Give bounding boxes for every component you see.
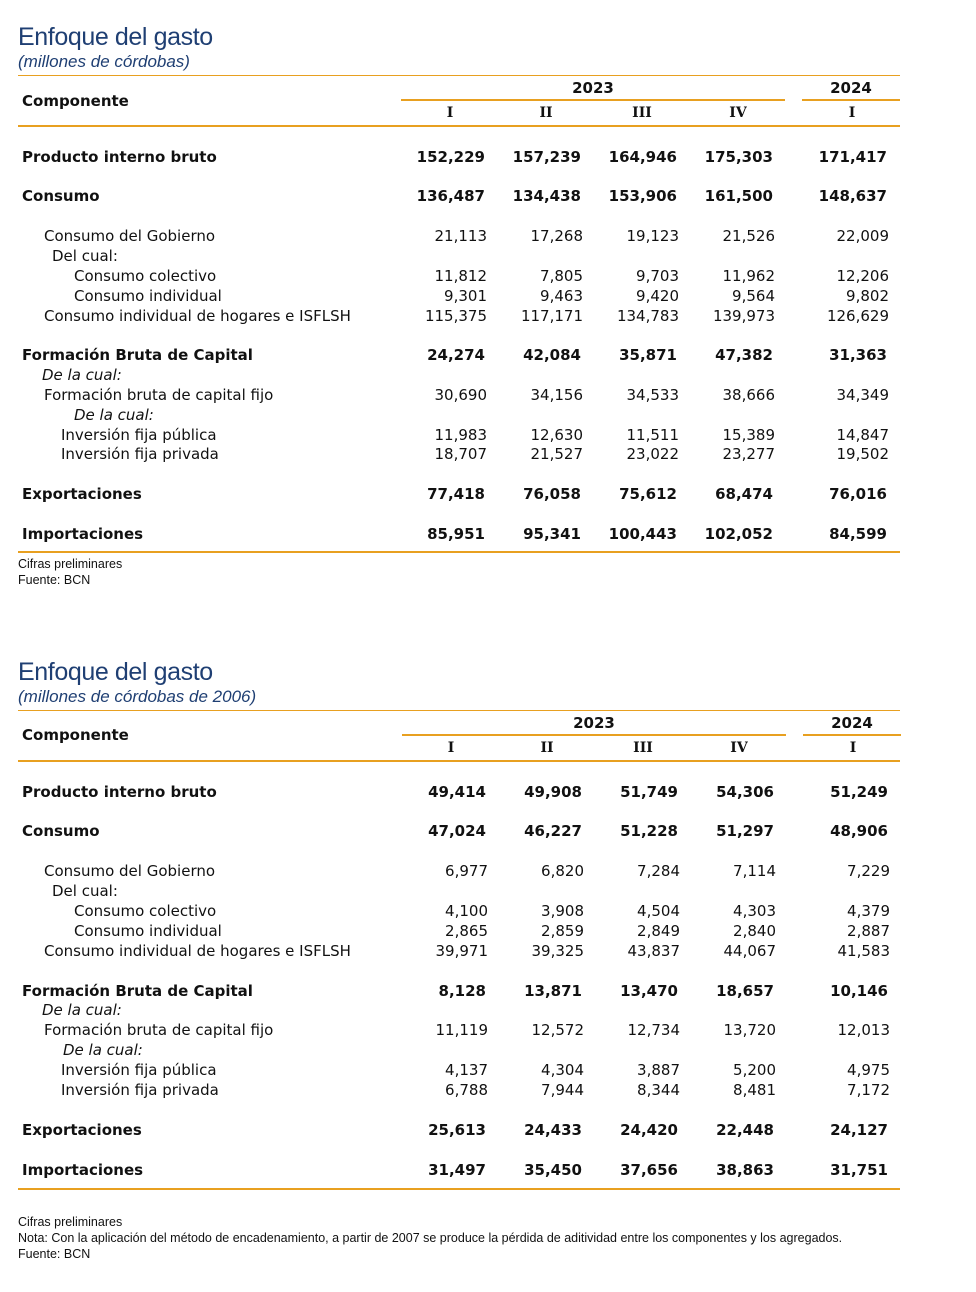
cell-value: 4,304 <box>541 1061 584 1079</box>
table-bottom-rule <box>18 1188 900 1190</box>
cell-value: 85,951 <box>427 525 485 543</box>
table-row <box>18 1120 900 1140</box>
cell-value: 12,013 <box>837 1021 890 1039</box>
cell-value: 4,975 <box>847 1061 890 1079</box>
cell-value: 47,024 <box>428 822 486 840</box>
cell-value: 13,470 <box>620 982 678 1000</box>
table-row <box>18 1000 900 1020</box>
year-header-2023: 2023 <box>573 714 615 732</box>
row-label: Consumo individual de hogares e ISFLSH <box>44 942 351 960</box>
year-header-2024: 2024 <box>830 79 872 97</box>
cell-value: 2,887 <box>847 922 890 940</box>
cell-value: 77,418 <box>427 485 485 503</box>
row-label: Consumo <box>22 822 100 840</box>
table-row <box>18 1080 900 1100</box>
cell-value: 134,783 <box>616 307 679 325</box>
column-header-component: Componente <box>22 726 129 744</box>
cell-value: 4,303 <box>733 902 776 920</box>
cell-value: 39,325 <box>531 942 584 960</box>
cell-value: 75,612 <box>619 485 677 503</box>
cell-value: 19,123 <box>626 227 679 245</box>
cell-value: 19,502 <box>836 445 889 463</box>
table-row <box>18 861 900 881</box>
cell-value: 51,749 <box>620 783 678 801</box>
table-subtitle: (millones de córdobas de 2006) <box>18 687 257 706</box>
table-row <box>18 901 900 921</box>
row-label: De la cual: <box>42 366 122 384</box>
cell-value: 148,637 <box>818 187 887 205</box>
cell-value: 7,944 <box>541 1081 584 1099</box>
cell-value: 7,805 <box>540 267 583 285</box>
cell-value: 31,363 <box>829 346 887 364</box>
table-subtitle: (millones de córdobas) <box>18 52 190 71</box>
cell-value: 34,349 <box>836 386 889 404</box>
cell-value: 21,526 <box>722 227 775 245</box>
cell-value: 31,751 <box>830 1161 888 1179</box>
cell-value: 76,058 <box>523 485 581 503</box>
cell-value: 84,599 <box>829 525 887 543</box>
table-section-nominal <box>18 22 900 72</box>
cell-value: 5,200 <box>733 1061 776 1079</box>
note-preliminary: Cifras preliminares <box>18 1215 123 1229</box>
row-label: De la cual: <box>63 1041 143 1059</box>
row-label: Consumo individual <box>74 287 222 305</box>
cell-value: 134,438 <box>512 187 581 205</box>
row-label: Importaciones <box>22 525 144 543</box>
cell-value: 34,156 <box>530 386 583 404</box>
table-notes <box>18 556 900 588</box>
table-row <box>18 266 900 286</box>
cell-value: 6,820 <box>541 862 584 880</box>
cell-value: 8,481 <box>733 1081 776 1099</box>
cell-value: 38,863 <box>716 1161 774 1179</box>
cell-value: 17,268 <box>530 227 583 245</box>
cell-value: 12,206 <box>836 267 889 285</box>
cell-value: 24,420 <box>620 1121 678 1139</box>
cell-value: 2,840 <box>733 922 776 940</box>
cell-value: 51,228 <box>620 822 678 840</box>
cell-value: 51,297 <box>716 822 774 840</box>
cell-value: 39,971 <box>435 942 488 960</box>
cell-value: 18,657 <box>716 982 774 1000</box>
cell-value: 136,487 <box>416 187 485 205</box>
cell-value: 11,119 <box>435 1021 488 1039</box>
cell-value: 12,572 <box>531 1021 584 1039</box>
table-row <box>18 1020 900 1040</box>
year-header-2023: 2023 <box>572 79 614 97</box>
cell-value: 46,227 <box>524 822 582 840</box>
table-row <box>18 881 900 901</box>
cell-value: 157,239 <box>512 148 581 166</box>
cell-value: 12,734 <box>627 1021 680 1039</box>
row-label: Consumo del Gobierno <box>44 862 216 880</box>
cell-value: 3,908 <box>541 902 584 920</box>
cell-value: 102,052 <box>704 525 773 543</box>
cell-value: 44,067 <box>723 942 776 960</box>
cell-value: 23,277 <box>722 445 775 463</box>
table-row <box>18 286 900 306</box>
cell-value: 41,583 <box>837 942 890 960</box>
cell-value: 24,433 <box>524 1121 582 1139</box>
year-2024-rule <box>803 734 901 736</box>
header-rule <box>18 760 900 762</box>
row-label: Consumo colectivo <box>74 267 217 285</box>
table-real <box>18 709 900 1209</box>
row-label: Exportaciones <box>22 1121 142 1139</box>
table-row <box>18 405 900 425</box>
quarter-header: I <box>849 740 857 756</box>
table-row <box>18 444 900 464</box>
quarter-header: I <box>848 105 856 121</box>
row-label: Formación bruta de capital fijo <box>44 386 274 404</box>
quarter-header: IV <box>730 740 748 756</box>
cell-value: 11,983 <box>434 426 487 444</box>
note-source: Fuente: BCN <box>18 1247 91 1261</box>
row-label: Inversión fija privada <box>61 1081 219 1099</box>
row-label: Del cual: <box>52 247 118 265</box>
quarter-header: III <box>633 740 653 756</box>
note-source: Fuente: BCN <box>18 573 91 587</box>
row-label: Importaciones <box>22 1161 144 1179</box>
row-label: Consumo del Gobierno <box>44 227 216 245</box>
quarter-header: II <box>540 740 554 756</box>
cell-value: 9,301 <box>444 287 487 305</box>
cell-value: 7,284 <box>637 862 680 880</box>
cell-value: 9,703 <box>636 267 679 285</box>
table-row <box>18 186 900 206</box>
cell-value: 9,463 <box>540 287 583 305</box>
cell-value: 153,906 <box>608 187 677 205</box>
cell-value: 43,837 <box>627 942 680 960</box>
cell-value: 115,375 <box>424 307 487 325</box>
row-label: Consumo colectivo <box>74 902 217 920</box>
year-2024-rule <box>802 99 900 101</box>
cell-value: 8,344 <box>637 1081 680 1099</box>
cell-value: 11,962 <box>722 267 775 285</box>
row-label: Consumo <box>22 187 100 205</box>
quarter-header: II <box>539 105 553 121</box>
table-row <box>18 147 900 167</box>
cell-value: 22,009 <box>836 227 889 245</box>
cell-value: 10,146 <box>830 982 888 1000</box>
table-row <box>18 524 900 544</box>
row-label: De la cual: <box>74 406 154 424</box>
table-row <box>18 782 900 802</box>
cell-value: 161,500 <box>704 187 773 205</box>
row-label: Formación Bruta de Capital <box>22 346 253 364</box>
note-chaining: Nota: Con la aplicación del método de encadenamiento, a partir de 2007 se produce la pérdida de aditividad entre los componentes y los agregados. <box>18 1231 843 1245</box>
table-row <box>18 981 900 1001</box>
cell-value: 42,084 <box>523 346 581 364</box>
cell-value: 4,504 <box>637 902 680 920</box>
quarter-header: III <box>632 105 652 121</box>
cell-value: 8,128 <box>438 982 486 1000</box>
cell-value: 3,887 <box>637 1061 680 1079</box>
cell-value: 95,341 <box>523 525 581 543</box>
cell-value: 9,564 <box>732 287 775 305</box>
cell-value: 30,690 <box>434 386 487 404</box>
quarter-header: I <box>446 105 454 121</box>
cell-value: 126,629 <box>826 307 889 325</box>
cell-value: 51,249 <box>830 783 888 801</box>
row-label: Producto interno bruto <box>22 148 217 166</box>
cell-value: 2,859 <box>541 922 584 940</box>
cell-value: 9,420 <box>636 287 679 305</box>
table-row <box>18 385 900 405</box>
table-row <box>18 306 900 326</box>
cell-value: 7,172 <box>847 1081 890 1099</box>
table-row <box>18 425 900 445</box>
table-row <box>18 921 900 941</box>
cell-value: 7,114 <box>733 862 776 880</box>
cell-value: 47,382 <box>715 346 773 364</box>
cell-value: 21,113 <box>434 227 487 245</box>
cell-value: 49,908 <box>524 783 582 801</box>
cell-value: 22,448 <box>716 1121 774 1139</box>
table-row <box>18 941 900 961</box>
table-row <box>18 1160 900 1180</box>
cell-value: 4,137 <box>445 1061 488 1079</box>
cell-value: 139,973 <box>712 307 775 325</box>
year-header-2024: 2024 <box>831 714 873 732</box>
cell-value: 48,906 <box>830 822 888 840</box>
cell-value: 12,630 <box>530 426 583 444</box>
table-notes <box>18 1214 958 1262</box>
year-2023-rule <box>402 734 786 736</box>
cell-value: 7,229 <box>847 862 890 880</box>
note-preliminary: Cifras preliminares <box>18 557 123 571</box>
row-label: Formación bruta de capital fijo <box>44 1021 274 1039</box>
row-label: Consumo individual de hogares e ISFLSH <box>44 307 351 325</box>
cell-value: 23,022 <box>626 445 679 463</box>
cell-value: 2,849 <box>637 922 680 940</box>
cell-value: 24,127 <box>830 1121 888 1139</box>
quarter-header: I <box>447 740 455 756</box>
column-header-component: Componente <box>22 92 129 110</box>
table-row <box>18 1060 900 1080</box>
cell-value: 13,871 <box>524 982 582 1000</box>
cell-value: 21,527 <box>530 445 583 463</box>
table-row <box>18 821 900 841</box>
row-label: Exportaciones <box>22 485 142 503</box>
table-section-real <box>18 657 900 707</box>
cell-value: 171,417 <box>818 148 887 166</box>
cell-value: 13,720 <box>723 1021 776 1039</box>
cell-value: 68,474 <box>715 485 773 503</box>
table-title: Enfoque del gasto <box>18 658 213 686</box>
cell-value: 54,306 <box>716 783 774 801</box>
row-label: Inversión fija privada <box>61 445 219 463</box>
row-label: Producto interno bruto <box>22 783 217 801</box>
quarter-header: IV <box>729 105 747 121</box>
year-2023-rule <box>401 99 785 101</box>
cell-value: 117,171 <box>520 307 583 325</box>
cell-value: 11,812 <box>434 267 487 285</box>
row-label: Inversión fija pública <box>61 1061 217 1079</box>
table-row <box>18 246 900 266</box>
table-top-rule <box>18 75 900 76</box>
cell-value: 34,533 <box>626 386 679 404</box>
row-label: Consumo individual <box>74 922 222 940</box>
cell-value: 15,389 <box>722 426 775 444</box>
table-row <box>18 1040 900 1060</box>
header-rule <box>18 125 900 127</box>
table-title: Enfoque del gasto <box>18 23 213 51</box>
cell-value: 164,946 <box>608 148 677 166</box>
cell-value: 24,274 <box>427 346 485 364</box>
cell-value: 25,613 <box>428 1121 486 1139</box>
row-label: Formación Bruta de Capital <box>22 982 253 1000</box>
row-label: Inversión fija pública <box>61 426 217 444</box>
cell-value: 31,497 <box>428 1161 486 1179</box>
table-row <box>18 345 900 365</box>
cell-value: 2,865 <box>445 922 488 940</box>
table-bottom-rule <box>18 551 900 553</box>
cell-value: 35,871 <box>619 346 677 364</box>
table-row <box>18 226 900 246</box>
cell-value: 49,414 <box>428 783 486 801</box>
cell-value: 100,443 <box>608 525 677 543</box>
cell-value: 76,016 <box>829 485 887 503</box>
cell-value: 152,229 <box>416 148 485 166</box>
table-nominal <box>18 74 900 574</box>
table-row <box>18 484 900 504</box>
cell-value: 35,450 <box>524 1161 582 1179</box>
cell-value: 11,511 <box>626 426 679 444</box>
table-row <box>18 365 900 385</box>
cell-value: 175,303 <box>704 148 773 166</box>
table-top-rule <box>18 710 900 711</box>
cell-value: 38,666 <box>722 386 775 404</box>
cell-value: 9,802 <box>846 287 889 305</box>
cell-value: 18,707 <box>434 445 487 463</box>
cell-value: 4,379 <box>847 902 890 920</box>
row-label: Del cual: <box>52 882 118 900</box>
cell-value: 14,847 <box>836 426 889 444</box>
cell-value: 4,100 <box>445 902 488 920</box>
cell-value: 37,656 <box>620 1161 678 1179</box>
cell-value: 6,977 <box>445 862 488 880</box>
cell-value: 6,788 <box>445 1081 488 1099</box>
row-label: De la cual: <box>42 1001 122 1019</box>
